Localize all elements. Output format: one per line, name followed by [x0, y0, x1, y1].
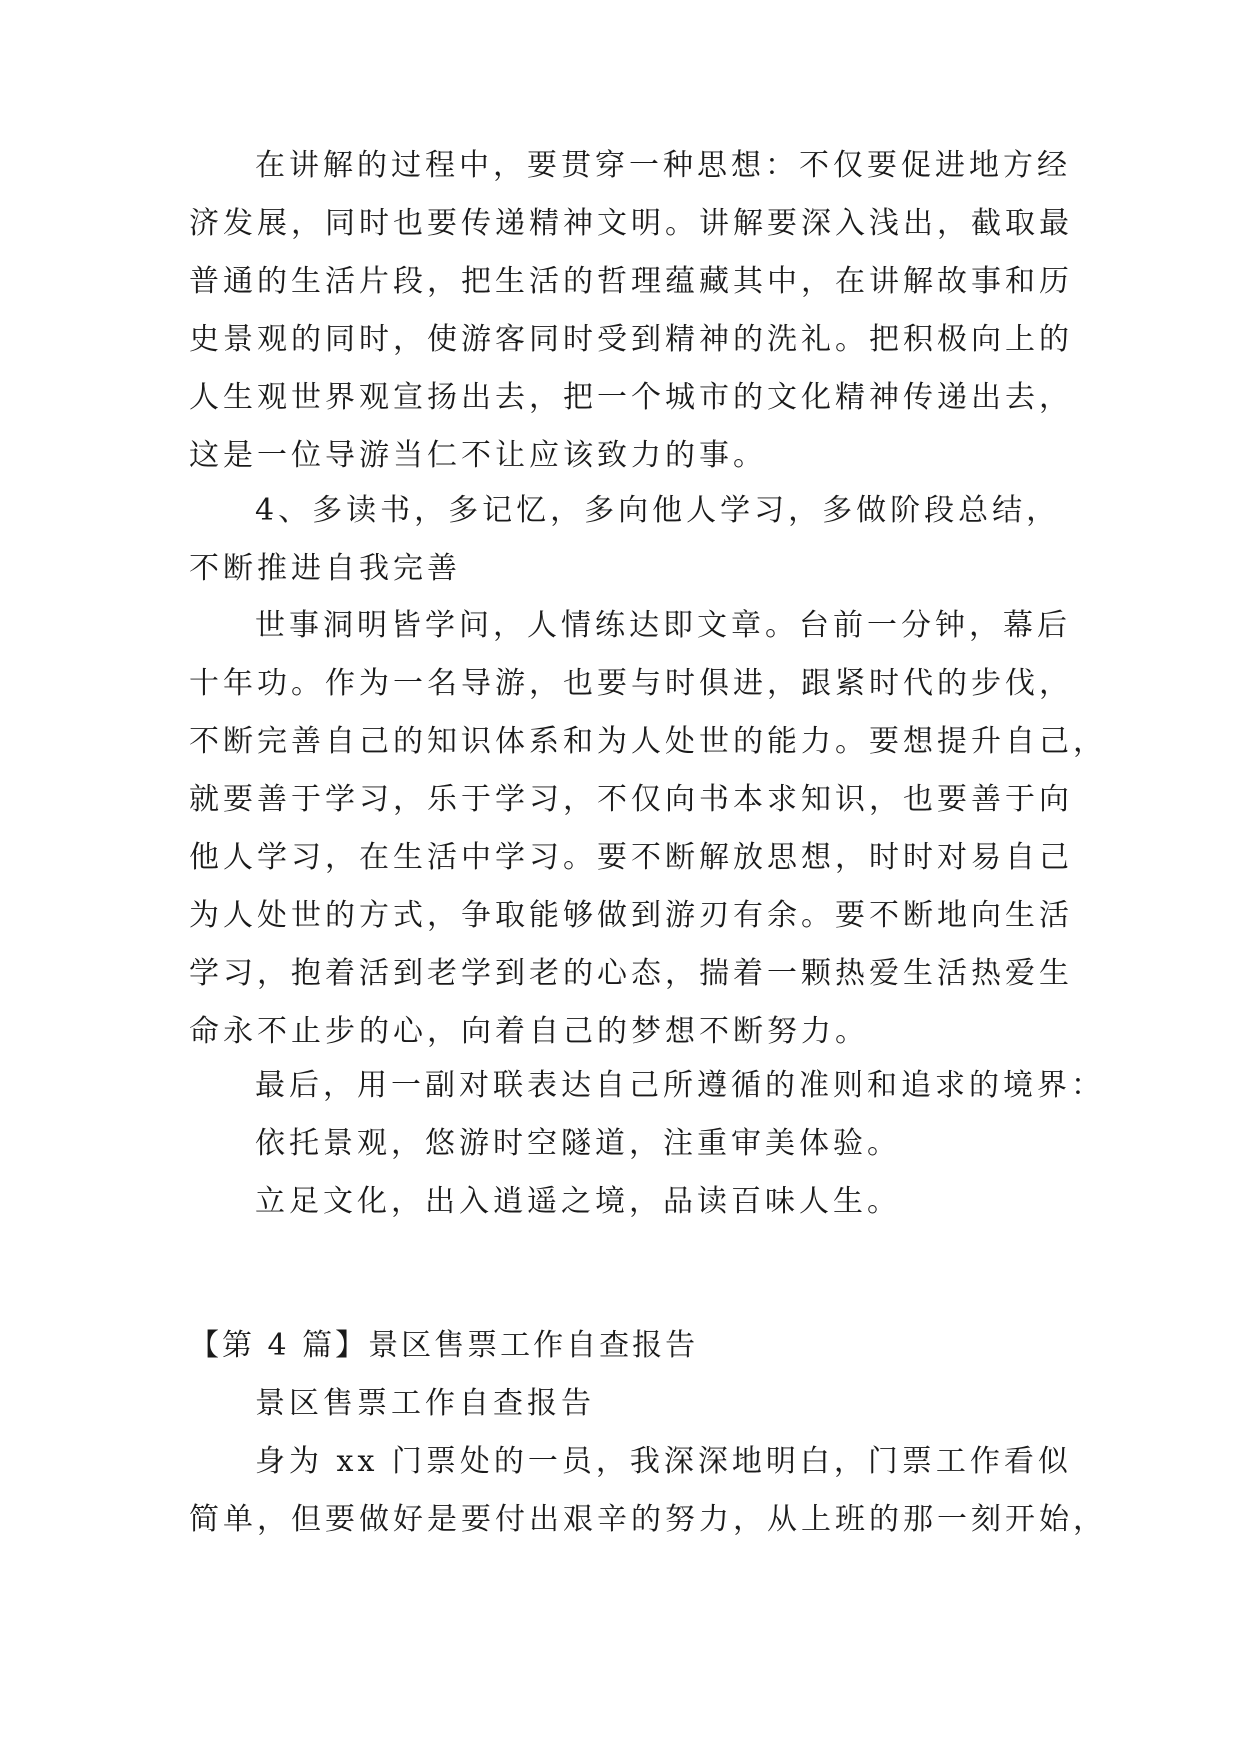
- section-heading: 【第 4 篇】景区售票工作自查报告: [189, 1328, 699, 1363]
- text-line: 人生观世界观宣扬出去，把一个城市的文化精神传递出去，: [189, 380, 1073, 415]
- text-line: 简单，但要做好是要付出艰辛的努力，从上班的那一刻开始，: [189, 1502, 1107, 1537]
- text-line: 4、多读书，多记忆，多向他人学习，多做阶段总结，: [255, 493, 1061, 528]
- text-line: 他人学习，在生活中学习。要不断解放思想，时时对易自己: [189, 840, 1073, 875]
- paragraph-1: [189, 137, 1073, 485]
- text-line: 世事洞明皆学问，人情练达即文章。台前一分钟，幕后: [255, 608, 1071, 643]
- text-line: 济发展，同时也要传递精神文明。讲解要深入浅出，截取最: [189, 206, 1073, 241]
- text-line: 学习，抱着活到老学到老的心态，揣着一颗热爱生活热爱生: [189, 956, 1073, 991]
- text-line: 景区售票工作自查报告: [255, 1386, 595, 1421]
- text-line: 命永不止步的心，向着自己的梦想不断努力。: [189, 1014, 869, 1049]
- text-line: 不断推进自我完善: [189, 551, 461, 586]
- text-line: 为人处世的方式，争取能够做到游刃有余。要不断地向生活: [189, 898, 1073, 933]
- text-line: 最后，用一副对联表达自己所遵循的准则和追求的境界：: [255, 1068, 1105, 1103]
- text-line: 在讲解的过程中，要贯穿一种思想：不仅要促进地方经: [255, 148, 1071, 183]
- text-line: 十年功。作为一名导游，也要与时俱进，跟紧时代的步伐，: [189, 666, 1073, 701]
- text-line: 依托景观，悠游时空隧道，注重审美体验。: [255, 1126, 901, 1161]
- text-line: 这是一位导游当仁不让应该致力的事。: [189, 438, 767, 473]
- paragraph-4: [189, 1057, 1105, 1115]
- paragraph-6: [189, 1173, 1069, 1231]
- paragraph-5: [189, 1115, 1069, 1173]
- text-line: 史景观的同时，使游客同时受到精神的洗礼。把积极向上的: [189, 322, 1073, 357]
- paragraph-2: [189, 482, 1069, 598]
- text-line: 立足文化，出入逍遥之境，品读百味人生。: [255, 1184, 901, 1219]
- text-line: 身为 xx 门票处的一员，我深深地明白，门票工作看似: [255, 1444, 1072, 1479]
- paragraph-7: [189, 1433, 1107, 1549]
- text-line: 就要善于学习，乐于学习，不仅向书本求知识，也要善于向: [189, 782, 1073, 817]
- section-subtitle: [189, 1375, 1069, 1433]
- text-line: 普通的生活片段，把生活的哲理蕴藏其中，在讲解故事和历: [189, 264, 1073, 299]
- paragraph-3: [189, 597, 1107, 1061]
- text-line: 不断完善自己的知识体系和为人处世的能力。要想提升自己，: [189, 724, 1107, 759]
